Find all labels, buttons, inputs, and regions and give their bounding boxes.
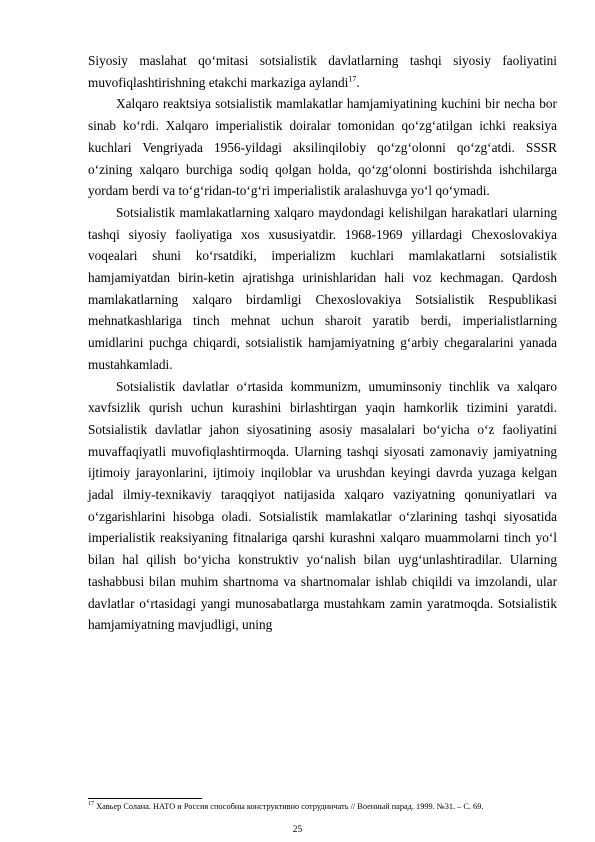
footnote-text: Хавьер Солана. НАТО и Россия способны конструктивно сотрудничать // Военный парад. 1999. №31. – С. 69. — [96, 802, 484, 811]
paragraph-4: Sotsialistik davlatlar o‘rtasida kommunizm, umuminsoniy tinchlik va xalqaro xavfsizlik qurish uchun kurashini birlashtirgan yaqin hamkorlik tizimini yaratdi. Sotsialistik davlatlar jahon siyosatining asosiy masalalari bo‘yicha o‘z faoliyatini muvaffaqiyatli muvofiqlashtirmoqda. Ularning tashqi siyosati zamonaviy jamiyatning ijtimoiy jarayonlarini, ijtimoiy inqiloblar va urushdan keyingi davrda yuzaga kelgan jadal ilmiy-texnikaviy taraqqiyot natijasida xalqaro vaziyatning qonuniyatlari va o‘zgarishlarini hisobga oladi. Sotsialistik mamlakatlar o‘zlarining tashqi siyosatida imperialistik reaksiyaning fitnalariga qarshi kurashni xalqaro muammolarni tinch yo‘l bilan hal qilish bo‘yicha konstruktiv yo‘nalish bilan uyg‘unlashtiradilar. Ularning tashabbusi bilan muhim shartnoma va shartnomalar ishlab chiqildi va imzolandi, ular davlatlar o‘rtasidagi yangi munosabatlarga mustahkam zamin yaratmoqda. Sotsialistik hamjamiyatning mavjudligi, uning — [88, 378, 557, 633]
footnote-number: 17 — [88, 801, 94, 808]
paragraph-1-text: Siyosiy maslahat qo‘mitasi sotsialistik davlatlarning tashqi siyosiy faoliyatini muvofiqlashtirishning etakchi markaziga aylandi — [88, 53, 557, 90]
paragraph-1 — [88, 50, 557, 93]
paragraph-2: Xalqaro reaktsiya sotsialistik mamlakatlar hamjamiyatining kuchini bir necha bor sinab ko‘rdi. Xalqaro imperialistik doiralar tomonidan qo‘zg‘atilgan ichki reaksiya kuchlari Vengriyada 1956-yildagi aksilinqilobiy qo‘zg‘olonni qo‘zg‘atdi. SSSR o‘zining xalqaro burchiga sodiq qolgan holda, qo‘zg‘olonni bostirishda ishchilarga yordam berdi va to‘g‘ridan-to‘g‘ri imperialistik aralashuvga yo‘l qo‘ymadi. — [88, 96, 557, 199]
paragraph-3: Sotsialistik mamlakatlarning xalqaro maydondagi kelishilgan harakatlari ularning tashqi siyosiy faoliyatiga xos xususiyatdir. 1968-1969 yillardagi Chexoslovakiya voqealari shuni ko‘rsatdiki, imperializm kuchlari mamlakatlarni sotsialistik hamjamiyatdan birin-ketin ajratishga urinishlaridan hali voz kechmagan. Qardosh mamlakatlarning xalqaro birdamligi Chexoslovakiya Sotsialistik Respublikasi mehnatkashlariga tinch mehnat uchun sharoit yaratib berdi, imperialistlarning umidlarini puchga chiqardi, sotsialistik hamjamiyatning g‘arbiy chegaralarini yanada mustahkamladi. — [88, 204, 557, 372]
footnote — [88, 801, 557, 813]
page-number: 25 — [292, 825, 303, 835]
footnote-divider — [88, 798, 202, 799]
paragraph-1-tail: . — [356, 74, 360, 90]
footnote-reference[interactable]: 17 — [348, 74, 357, 84]
document-body — [88, 50, 557, 636]
